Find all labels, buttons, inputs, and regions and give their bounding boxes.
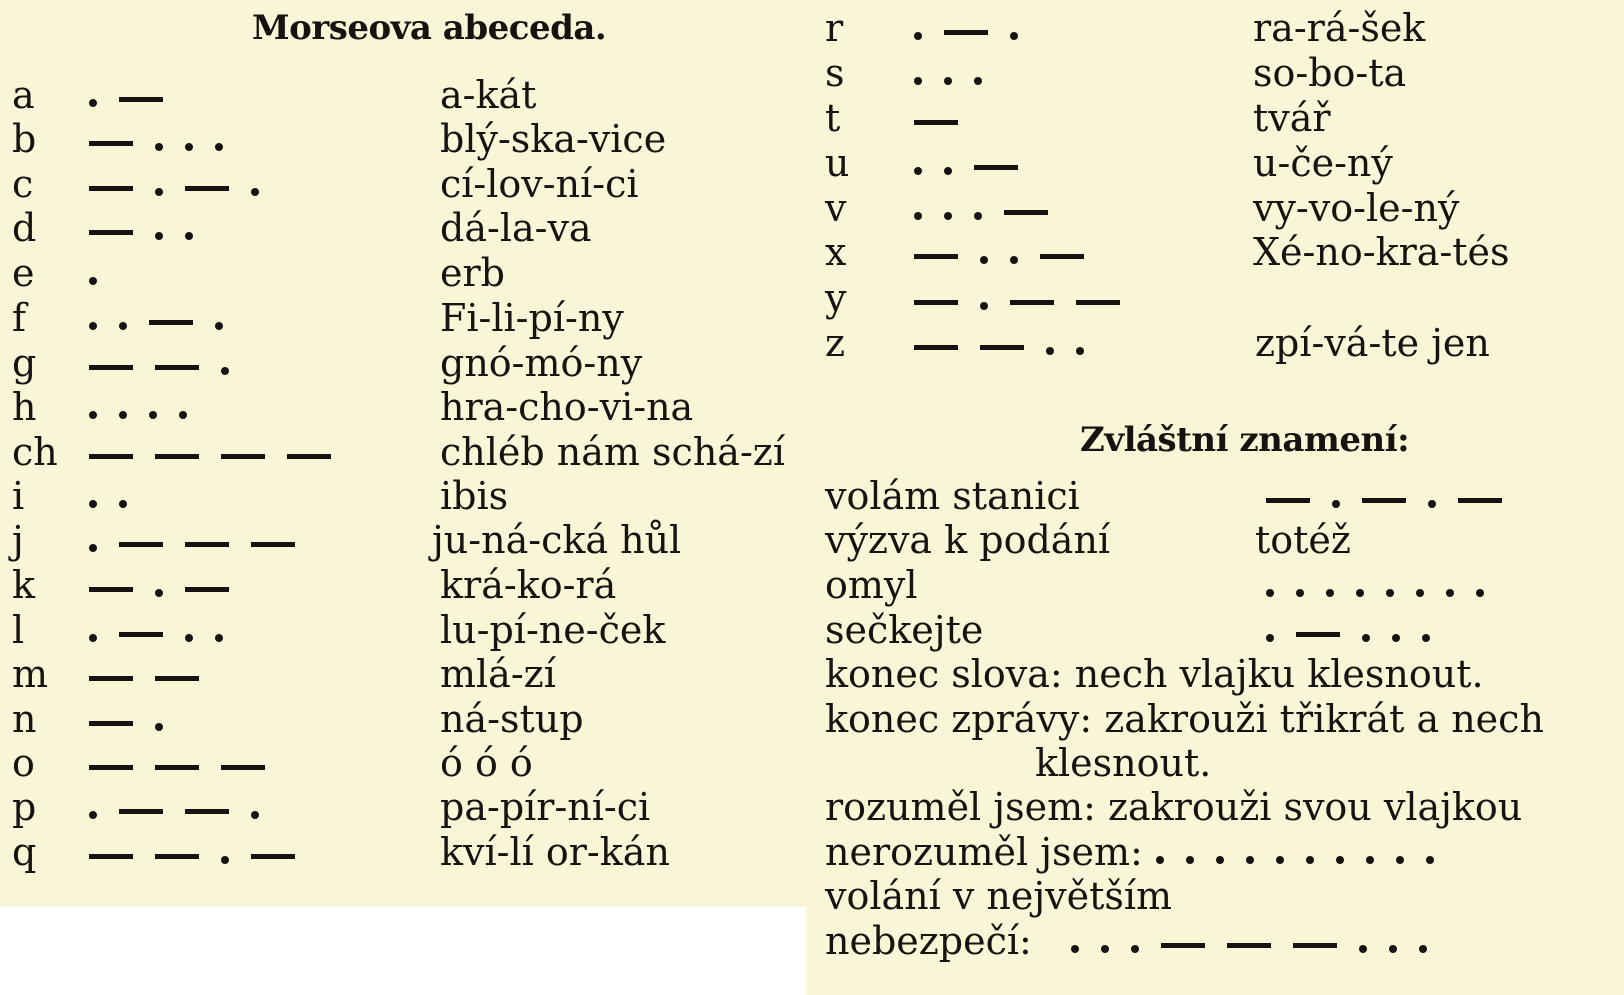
- morse-dot: [89, 322, 97, 330]
- morse-dot: [1326, 589, 1334, 597]
- morse-dot: [1389, 945, 1397, 953]
- mnemonic: lu-pí-ne-ček: [440, 608, 666, 652]
- morse-code: [78, 563, 240, 607]
- morse-code: [78, 296, 234, 340]
- letter: a: [12, 73, 35, 117]
- special-sign-row: [825, 563, 1615, 609]
- morse-code: [78, 518, 306, 562]
- special-signs-title: Zvláštní znamení:: [1080, 420, 1410, 460]
- special-sign-label: sečkejte: [825, 608, 984, 652]
- morse-dash: [1076, 300, 1120, 305]
- morse-dash: [251, 542, 295, 547]
- special-sign-label: volám stanici: [825, 474, 1080, 518]
- danger-line-text: volání v největším: [825, 874, 1173, 918]
- mnemonic: erb: [440, 251, 505, 295]
- alphabet-row: [0, 830, 810, 876]
- morse-dot: [215, 143, 223, 151]
- morse-code: [78, 162, 270, 206]
- morse-dot: [1216, 856, 1224, 864]
- morse-dot: [251, 188, 259, 196]
- morse-dot: [1476, 589, 1484, 597]
- morse-dash: [119, 809, 163, 814]
- morse-dash: [89, 141, 133, 146]
- morse-code: [78, 117, 234, 161]
- special-sign-code: [1255, 608, 1441, 652]
- morse-dot: [215, 322, 223, 330]
- morse-dot: [149, 411, 157, 419]
- alphabet-row: [825, 230, 1615, 276]
- morse-dash: [89, 854, 133, 859]
- morse-dot: [1332, 500, 1340, 508]
- morse-dash: [89, 230, 133, 235]
- morse-dot: [89, 544, 97, 552]
- mnemonic: dá-la-va: [440, 206, 592, 250]
- morse-dot: [119, 411, 127, 419]
- morse-code: [78, 608, 234, 652]
- morse-dot: [1336, 856, 1344, 864]
- alphabet-row: [0, 117, 810, 163]
- morse-code: [903, 276, 1131, 320]
- alphabet-row: [825, 276, 1615, 322]
- letter: m: [12, 652, 49, 696]
- morse-dot: [1046, 347, 1054, 355]
- morse-alphabet-title: Morseova abeceda.: [252, 8, 607, 48]
- alphabet-row: [0, 474, 810, 520]
- morse-dot: [1416, 589, 1424, 597]
- morse-code: [78, 73, 174, 117]
- letter: b: [12, 117, 37, 161]
- letter: s: [825, 51, 845, 95]
- letter: u: [825, 141, 850, 185]
- morse-dot: [1359, 945, 1367, 953]
- letter: v: [825, 186, 847, 230]
- morse-dot: [1101, 945, 1109, 953]
- special-sign-row: [825, 474, 1615, 520]
- alphabet-row: [0, 162, 810, 208]
- mnemonic: a-kát: [440, 73, 537, 117]
- morse-dash: [119, 632, 163, 637]
- morse-dash: [185, 186, 229, 191]
- alphabet-row: [825, 51, 1615, 97]
- morse-dash: [89, 186, 133, 191]
- mnemonic: zpí-vá-te jen: [1255, 321, 1490, 365]
- morse-code: [78, 741, 276, 785]
- alphabet-row: [825, 141, 1615, 187]
- alphabet-row: [0, 430, 810, 476]
- morse-dash: [287, 454, 331, 459]
- letter: t: [825, 96, 841, 140]
- mnemonic: so-bo-ta: [1253, 51, 1407, 95]
- mnemonic: Xé-no-kra-tés: [1253, 230, 1510, 274]
- alphabet-row: [0, 251, 810, 297]
- morse-code: [78, 341, 240, 385]
- morse-dot: [119, 322, 127, 330]
- special-sign-label: výzva k podání: [825, 518, 1111, 562]
- morse-dash: [1293, 943, 1337, 948]
- morse-dash: [149, 320, 193, 325]
- morse-dash: [1362, 498, 1406, 503]
- alphabet-row: [825, 96, 1615, 142]
- letter: z: [825, 321, 846, 365]
- special-line-text: konec zprávy: zakrouži třikrát a nech: [825, 697, 1544, 741]
- morse-dot: [1392, 634, 1400, 642]
- morse-code: [903, 6, 1029, 50]
- letter: q: [12, 830, 37, 874]
- morse-dot: [1156, 856, 1164, 864]
- morse-dot: [1071, 945, 1079, 953]
- morse-code: [78, 430, 342, 474]
- morse-dot: [1428, 500, 1436, 508]
- morse-dash: [155, 676, 199, 681]
- letter: j: [12, 518, 24, 562]
- morse-dot: [179, 411, 187, 419]
- morse-dot: [89, 500, 97, 508]
- morse-dash: [89, 365, 133, 370]
- special-sign-label: omyl: [825, 563, 918, 607]
- letter: n: [12, 697, 37, 741]
- alphabet-row: [0, 73, 810, 119]
- morse-dash: [89, 454, 133, 459]
- mnemonic: blý-ska-vice: [440, 117, 667, 161]
- morse-code: [78, 830, 306, 874]
- morse-dash: [251, 854, 295, 859]
- morse-code: [78, 385, 198, 429]
- morse-dot: [89, 277, 97, 285]
- morse-dash: [119, 542, 163, 547]
- alphabet-row: [0, 385, 810, 431]
- alphabet-row: [0, 608, 810, 654]
- morse-code: [903, 96, 969, 140]
- danger-line: [825, 874, 1615, 920]
- alphabet-row: [0, 518, 810, 564]
- morse-dot: [155, 232, 163, 240]
- morse-dot: [980, 256, 988, 264]
- morse-dash: [914, 345, 958, 350]
- morse-dash: [944, 30, 988, 35]
- alphabet-row: [0, 296, 810, 342]
- danger-row: [825, 919, 1615, 965]
- morse-dot: [1362, 634, 1370, 642]
- letter: g: [12, 341, 37, 385]
- special-sign-code: [1255, 474, 1513, 518]
- morse-dot: [1076, 347, 1084, 355]
- morse-dash: [185, 809, 229, 814]
- special-line: [825, 652, 1615, 698]
- not-understood-code: [1145, 830, 1445, 874]
- alphabet-row: [825, 321, 1615, 367]
- morse-dash: [155, 765, 199, 770]
- morse-dash: [974, 165, 1018, 170]
- mnemonic: ju-ná-cká hůl: [432, 518, 682, 562]
- morse-dash: [89, 765, 133, 770]
- letter: x: [825, 230, 847, 274]
- alphabet-row: [0, 206, 810, 252]
- morse-dash: [980, 345, 1024, 350]
- morse-dot: [1266, 634, 1274, 642]
- morse-dot: [185, 232, 193, 240]
- morse-dot: [1396, 856, 1404, 864]
- special-line: [825, 697, 1615, 743]
- mnemonic: ra-rá-šek: [1253, 6, 1426, 50]
- morse-dot: [1131, 945, 1139, 953]
- morse-dot: [1422, 634, 1430, 642]
- morse-dash: [1161, 943, 1205, 948]
- morse-dot: [914, 77, 922, 85]
- morse-code: [903, 51, 993, 95]
- letter: ch: [12, 430, 58, 474]
- mnemonic: mlá-zí: [440, 652, 556, 696]
- morse-code: [903, 321, 1095, 365]
- morse-dot: [914, 212, 922, 220]
- alphabet-row: [0, 785, 810, 831]
- special-sign-row: [825, 608, 1615, 654]
- morse-dot: [980, 302, 988, 310]
- morse-dash: [1040, 254, 1084, 259]
- morse-dash: [89, 587, 133, 592]
- morse-code: [903, 186, 1059, 230]
- morse-dot: [155, 723, 163, 731]
- special-sign-text: totéž: [1255, 518, 1351, 562]
- morse-code: [78, 785, 270, 829]
- morse-dot: [1426, 856, 1434, 864]
- special-sign-row: [825, 518, 1615, 564]
- mnemonic: pa-pír-ní-ci: [440, 785, 651, 829]
- letter: k: [12, 563, 36, 607]
- morse-dot: [215, 634, 223, 642]
- mnemonic: Fi-li-pí-ny: [440, 296, 624, 340]
- morse-dot: [914, 167, 922, 175]
- morse-code: [78, 652, 210, 696]
- morse-dot: [1010, 32, 1018, 40]
- morse-dash: [914, 120, 958, 125]
- alphabet-row: [0, 563, 810, 609]
- letter: i: [12, 474, 25, 518]
- morse-dash: [1004, 210, 1048, 215]
- morse-dash: [185, 542, 229, 547]
- morse-dot: [1446, 589, 1454, 597]
- letter: l: [12, 608, 25, 652]
- alphabet-row: [0, 741, 810, 787]
- morse-dot: [1186, 856, 1194, 864]
- morse-dash: [119, 97, 163, 102]
- morse-dot: [1356, 589, 1364, 597]
- mnemonic: ná-stup: [440, 697, 584, 741]
- morse-dot: [155, 188, 163, 196]
- morse-dot: [1266, 589, 1274, 597]
- mnemonic: hra-cho-vi-na: [440, 385, 694, 429]
- letter: o: [12, 741, 35, 785]
- morse-dash: [1458, 498, 1502, 503]
- danger-label: nebezpečí:: [825, 919, 1032, 963]
- morse-dot: [221, 367, 229, 375]
- morse-dot: [1010, 256, 1018, 264]
- not-understood-label: nerozuměl jsem:: [825, 830, 1143, 874]
- morse-dash: [1266, 498, 1310, 503]
- letter: c: [12, 162, 34, 206]
- morse-code: [78, 206, 204, 250]
- morse-dash: [914, 300, 958, 305]
- morse-code: [78, 474, 138, 518]
- morse-dot: [914, 32, 922, 40]
- morse-code: [78, 697, 174, 741]
- morse-dot: [944, 77, 952, 85]
- morse-dot: [155, 589, 163, 597]
- morse-dash: [914, 254, 958, 259]
- morse-dot: [1306, 856, 1314, 864]
- letter: f: [12, 296, 27, 340]
- morse-dash: [185, 587, 229, 592]
- alphabet-row: [0, 697, 810, 743]
- special-sign-code: [1255, 563, 1495, 607]
- letter: d: [12, 206, 37, 250]
- alphabet-row: [0, 652, 810, 698]
- morse-dash: [221, 454, 265, 459]
- special-line: [825, 741, 1615, 787]
- mnemonic: gnó-mó-ny: [440, 341, 643, 385]
- morse-dot: [1276, 856, 1284, 864]
- special-line-text: klesnout.: [1035, 741, 1212, 785]
- morse-dot: [221, 856, 229, 864]
- morse-dot: [944, 167, 952, 175]
- special-line-text: konec slova: nech vlajku klesnout.: [825, 652, 1484, 696]
- letter: r: [825, 6, 844, 50]
- morse-dot: [1386, 589, 1394, 597]
- morse-dot: [974, 212, 982, 220]
- morse-dot: [944, 212, 952, 220]
- morse-code: [78, 251, 108, 295]
- morse-dot: [89, 811, 97, 819]
- letter: y: [825, 276, 847, 320]
- letter: h: [12, 385, 37, 429]
- special-line: [825, 785, 1615, 831]
- morse-dash: [221, 765, 265, 770]
- morse-dot: [89, 634, 97, 642]
- mnemonic: ibis: [440, 474, 509, 518]
- mnemonic: cí-lov-ní-ci: [440, 162, 639, 206]
- morse-dot: [155, 143, 163, 151]
- mnemonic: tvář: [1253, 96, 1331, 140]
- mnemonic: ó ó ó: [440, 741, 533, 785]
- morse-dash: [155, 454, 199, 459]
- morse-dash: [1296, 632, 1340, 637]
- mnemonic: u-če-ný: [1253, 141, 1393, 185]
- morse-dash: [1227, 943, 1271, 948]
- morse-dash: [155, 365, 199, 370]
- morse-dot: [119, 500, 127, 508]
- alphabet-row: [0, 341, 810, 387]
- mnemonic: chléb nám schá-zí: [440, 430, 785, 474]
- letter: e: [12, 251, 35, 295]
- morse-dot: [1246, 856, 1254, 864]
- morse-dot: [1296, 589, 1304, 597]
- morse-dash: [89, 721, 133, 726]
- morse-dot: [185, 143, 193, 151]
- morse-code: [903, 230, 1095, 274]
- mnemonic: krá-ko-rá: [440, 563, 617, 607]
- not-understood-row: [825, 830, 1615, 876]
- morse-dash: [155, 854, 199, 859]
- alphabet-row: [825, 186, 1615, 232]
- special-line-text: rozuměl jsem: zakrouži svou vlajkou: [825, 785, 1523, 829]
- danger-code: [1060, 919, 1438, 963]
- morse-dash: [89, 676, 133, 681]
- morse-dot: [251, 811, 259, 819]
- morse-dot: [185, 634, 193, 642]
- morse-dot: [89, 411, 97, 419]
- morse-dot: [1419, 945, 1427, 953]
- mnemonic: kví-lí or-kán: [440, 830, 670, 874]
- morse-dot: [89, 99, 97, 107]
- letter: p: [12, 785, 37, 829]
- morse-dot: [974, 77, 982, 85]
- morse-dot: [1366, 856, 1374, 864]
- morse-code: [903, 141, 1029, 185]
- alphabet-row: [825, 6, 1615, 52]
- mnemonic: vy-vo-le-ný: [1253, 186, 1460, 230]
- morse-dash: [1010, 300, 1054, 305]
